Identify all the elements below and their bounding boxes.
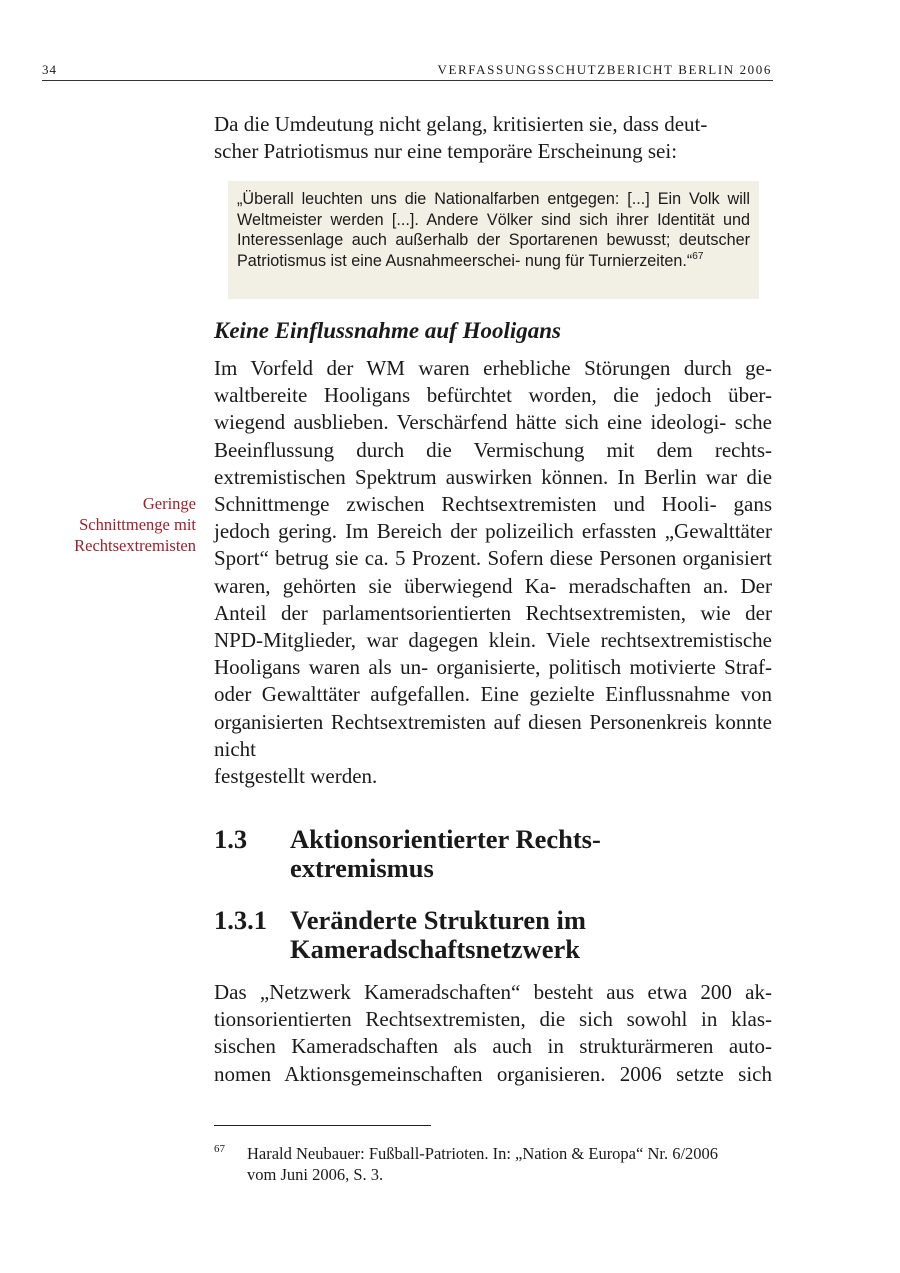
quote-box [228, 181, 759, 299]
footnote-text [247, 1143, 772, 1185]
header-rule [42, 80, 773, 81]
running-head: VERFASSUNGSSCHUTZBERICHT BERLIN 2006 [437, 62, 772, 77]
network-paragraph [214, 979, 772, 1088]
heading-title-line: extremismus [290, 853, 434, 883]
text-line: festgestellt werden. [214, 764, 378, 789]
text-line: sischen Kameradschaften als auch in strukturärmeren auto- [214, 1034, 772, 1059]
footnote-line: Harald Neubauer: Fußball-Patrioten. In: „Nation & Europa“ Nr. 6/2006 [247, 1144, 719, 1163]
quote-text [237, 189, 750, 271]
quote-line: Identität und Interessenlage auch außerhalb der Sportarenen [237, 210, 751, 250]
text-line: Im Vorfeld der WM waren erhebliche Störungen durch ge- [214, 356, 772, 380]
text-line: Da die Umdeutung nicht gelang, kritisierten sie, dass deut- [214, 112, 708, 136]
quote-line: bewusst; deutscher Patriotismus ist eine Ausnahmeerschei- [237, 231, 750, 270]
text-line: „Gewalttäter Sport“ betrug sie ca. 5 Prozent. Sofern diese [214, 519, 773, 571]
text-line: gans jedoch gering. Im Bereich der polizeilich erfassten [214, 492, 772, 544]
heading-title [290, 906, 790, 964]
footnote-reference: 67 [692, 250, 704, 262]
text-line: nomen Aktionsgemeinschaften organisieren. 2006 setzte sich [214, 1061, 772, 1086]
heading-title-line: Aktionsorientierter Rechts- [290, 824, 601, 854]
heading-title [290, 825, 790, 883]
heading-number: 1.3 [214, 824, 248, 854]
text-line: tionsorientierten Rechtsextremisten, die sich sowohl in klas- [214, 1007, 772, 1032]
intro-text [214, 111, 772, 165]
margin-note [40, 493, 196, 556]
text-line: Personen organisiert waren, gehörten sie überwiegend Ka- [214, 546, 773, 598]
quote-line: „Überall leuchten uns die Nationalfarben entgegen: [...] Ein Volk [237, 190, 720, 208]
quote-line: will Weltmeister werden [...]. Andere Völker sind sich ihrer [237, 190, 750, 229]
text-line: Das „Netzwerk Kameradschaften“ besteht aus etwa 200 ak- [214, 980, 772, 1004]
quote-line: nung für Turnierzeiten.“ [524, 251, 693, 270]
heading-number: 1.3.1 [214, 905, 267, 935]
text-line: aufgefallen. Eine gezielte Einflussnahme von organisierten [214, 682, 773, 734]
footnote-line: vom Juni 2006, S. 3. [247, 1165, 384, 1184]
hooligans-text [214, 355, 772, 790]
page-number: 34 [42, 62, 57, 77]
heading-title-line: Kameradschaftsnetzwerk [290, 934, 580, 964]
footnote-number: 67 [214, 1143, 225, 1155]
margin-note-line: Geringe [142, 494, 196, 513]
text-line: klein. Viele rechtsextremistische Hooligans waren als un- [214, 628, 773, 680]
text-line: Rechtsextremisten auf diesen Personenkreis konnte nicht [214, 709, 772, 761]
text-line: waltbereite Hooligans befürchtet worden, die jedoch über- [214, 383, 772, 408]
hooligans-paragraph [214, 355, 772, 790]
text-line: wiegend ausblieben. Verschärfend hätte sich eine ideologi- [214, 410, 727, 435]
text-line: organisierte, politisch motivierte Straf- oder Gewalttäter [214, 655, 772, 707]
text-line: Rechtsextremisten, wie der NPD-Mitglieder, war dagegen [214, 600, 772, 653]
intro-paragraph [214, 111, 772, 165]
text-line: scher Patriotismus nur eine temporäre Erscheinung sei: [214, 139, 678, 164]
text-line: meradschaften an. Der Anteil der parlamentsorientierten [214, 573, 772, 625]
section-title-hooligans: Keine Einflussnahme auf Hooligans [214, 318, 561, 343]
text-line: die Schnittmenge zwischen Rechtsextremisten und Hooli- [214, 464, 773, 517]
text-line: extremistischen Spektrum auswirken können. In Berlin war [214, 464, 738, 489]
network-text [214, 979, 772, 1088]
margin-note-line: Schnittmenge mit [79, 515, 196, 534]
margin-note-line: Rechtsextremisten [74, 536, 196, 555]
heading-title-line: Veränderte Strukturen im [290, 905, 586, 935]
text-line: sche Beeinflussung durch die Vermischung mit dem rechts- [214, 410, 773, 462]
footnote-rule [214, 1125, 431, 1126]
